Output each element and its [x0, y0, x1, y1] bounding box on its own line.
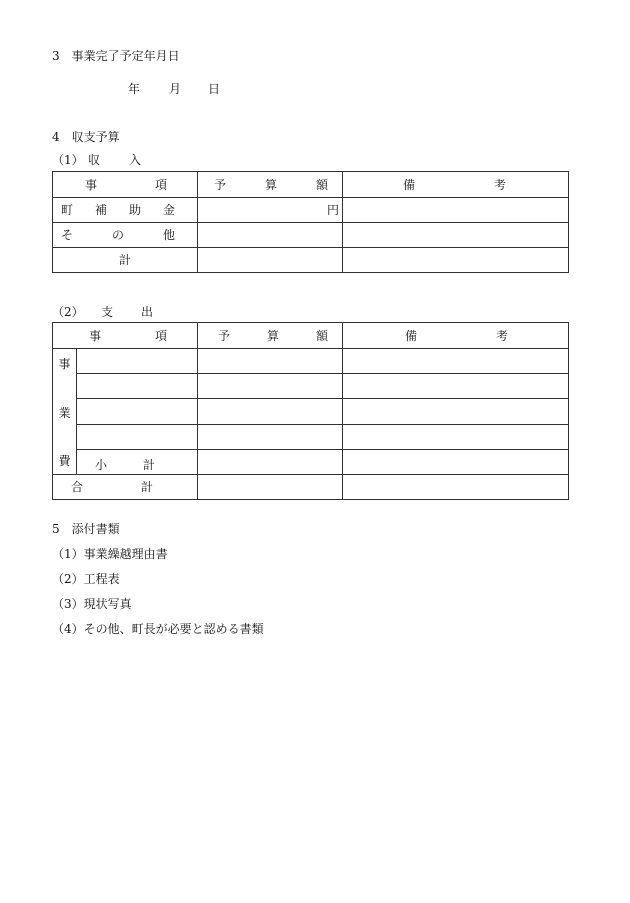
expense-table	[52, 322, 569, 500]
expense-subtotal-row	[53, 449, 569, 474]
expense-amount-cell[interactable]	[198, 349, 343, 374]
header-remarks-char: 備	[405, 328, 418, 343]
header-budget-char: 額	[315, 328, 328, 343]
grand-total-remarks-cell[interactable]	[343, 475, 569, 500]
header-item-cell	[53, 323, 198, 349]
expense-group-char: 費	[58, 454, 71, 468]
income-row	[53, 223, 569, 248]
income-label-char: 他	[162, 228, 175, 242]
expense-group-char: 事	[58, 357, 71, 371]
expense-remarks-cell[interactable]	[343, 374, 569, 399]
expense-sub-cell[interactable]	[77, 399, 198, 424]
header-item-char: 項	[154, 177, 167, 192]
income-label-char: 町	[61, 203, 74, 217]
expense-row	[53, 424, 569, 449]
section3-heading: 3 事業完了予定年月日	[52, 49, 180, 63]
expense-sub-cell[interactable]	[77, 374, 198, 399]
income-header-row	[53, 172, 569, 198]
expense-remarks-cell[interactable]	[343, 424, 569, 449]
income-label-char: 金	[162, 203, 175, 217]
header-budget-cell	[198, 172, 343, 198]
expense-row	[53, 374, 569, 399]
header-budget-char: 予	[214, 177, 227, 192]
attachment-item: （2）工程表	[52, 572, 120, 586]
header-budget-char: 予	[218, 328, 231, 343]
expense-title-number: （2）	[52, 305, 84, 319]
income-label-char: の	[111, 228, 124, 242]
expense-amount-cell[interactable]	[198, 424, 343, 449]
day-label: 日	[208, 82, 221, 96]
header-budget-cell	[198, 323, 343, 349]
month-label: 月	[169, 82, 182, 96]
header-item-char: 項	[154, 328, 167, 343]
expense-subtotal-remarks-cell[interactable]	[343, 449, 569, 474]
attachment-item: （4）その他、町長が必要と認める書類	[52, 622, 264, 636]
expense-sub-cell[interactable]	[77, 424, 198, 449]
header-remarks-char: 備	[403, 177, 416, 192]
expense-title-a: 支	[101, 305, 114, 319]
expense-remarks-cell[interactable]	[343, 399, 569, 424]
income-label-char: そ	[61, 228, 74, 242]
header-remarks-char: 考	[493, 177, 506, 192]
expense-subtotal-label-cell	[77, 449, 198, 474]
expense-title-b: 出	[141, 305, 154, 319]
expense-amount-cell[interactable]	[198, 374, 343, 399]
income-amount-cell[interactable]	[198, 223, 343, 248]
header-item-char: 事	[85, 177, 98, 192]
expense-grand-total-row	[53, 475, 569, 500]
grand-total-char: 計	[140, 480, 153, 494]
income-total-amount-cell[interactable]	[198, 248, 343, 273]
section4-heading: 4 収支予算	[52, 130, 120, 144]
grand-total-char: 合	[71, 480, 84, 494]
header-item-cell	[53, 172, 198, 198]
income-title-a: 収	[88, 153, 101, 167]
expense-subtotal-amount-cell[interactable]	[198, 449, 343, 474]
expense-group-label-cell	[53, 349, 77, 475]
attachment-item: （1）事業繰越理由書	[52, 547, 168, 561]
income-table	[52, 171, 569, 273]
expense-row	[53, 399, 569, 424]
expense-amount-cell[interactable]	[198, 399, 343, 424]
expense-header-row	[53, 323, 569, 349]
grand-total-label-cell	[53, 475, 198, 500]
income-remarks-cell[interactable]	[343, 223, 569, 248]
header-budget-char: 算	[264, 177, 277, 192]
income-remarks-cell[interactable]	[343, 198, 569, 223]
expense-group-char: 業	[58, 405, 71, 420]
income-row-label-cell	[53, 198, 198, 223]
income-title-b: 入	[129, 153, 142, 167]
income-row	[53, 198, 569, 223]
income-row-label-cell	[53, 223, 198, 248]
grand-total-amount-cell[interactable]	[198, 475, 343, 500]
income-total-row	[53, 248, 569, 273]
subtotal-char: 小	[95, 457, 108, 472]
income-amount-cell[interactable]: 円	[198, 198, 343, 223]
header-remarks-cell	[343, 323, 569, 349]
header-item-char: 事	[89, 328, 102, 343]
header-budget-char: 算	[266, 328, 279, 343]
year-label: 年	[128, 82, 141, 96]
income-label-char: 助	[128, 203, 141, 217]
attachment-item: （3）現状写真	[52, 597, 132, 611]
header-remarks-cell	[343, 172, 569, 198]
income-total-label: 計	[53, 248, 198, 273]
income-total-remarks-cell[interactable]	[343, 248, 569, 273]
header-budget-char: 額	[315, 177, 328, 192]
section5-heading: 5 添付書類	[52, 522, 120, 536]
header-remarks-char: 考	[495, 328, 508, 343]
subtotal-char: 計	[142, 457, 155, 472]
income-label-char: 補	[94, 203, 107, 217]
expense-row	[53, 349, 569, 374]
income-title-number: （1）	[52, 153, 84, 167]
expense-sub-cell[interactable]	[77, 349, 198, 374]
expense-remarks-cell[interactable]	[343, 349, 569, 374]
